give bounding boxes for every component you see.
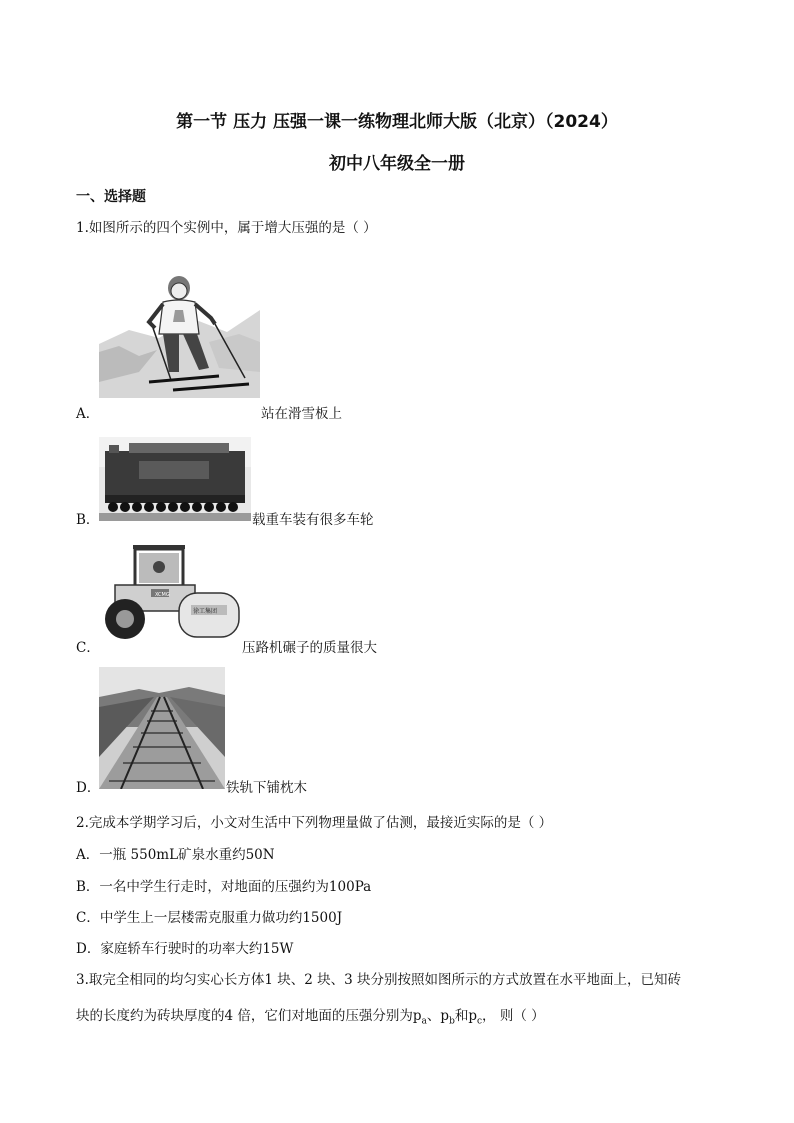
page-subtitle: 初中八年级全一册: [329, 154, 465, 174]
question-2-stem: 2.完成本学期学习后，小文对生活中下列物理量做了估测，最接近实际的是（ ）: [76, 815, 553, 831]
q1-option-a-letter: A．: [76, 406, 100, 422]
q1-option-d-text: 铁轨下铺枕木: [226, 780, 307, 796]
question-3-line-1: 3.取完全相同的均匀实心长方体1 块、2 块、3 块分别按照如图所示的方式放置在水平地面上，已知砖: [76, 972, 682, 988]
q1-option-c-letter: C．: [76, 640, 100, 656]
road-roller-image: [99, 543, 241, 642]
q2-option-a: A．一瓶 550mL矿泉水重约50N: [76, 847, 275, 863]
q1-option-b-letter: B．: [76, 512, 100, 528]
q1-option-c-text: 压路机碾子的质量很大: [242, 640, 377, 656]
page-title: 第一节 压力 压强一课一练物理北师大版（北京）（2024）: [176, 112, 618, 132]
skier-image: [99, 272, 260, 398]
railway-track-image: [99, 667, 225, 789]
question-1-stem: 1.如图所示的四个实例中，属于增大压强的是（ ）: [76, 220, 377, 236]
q1-option-d-letter: D．: [76, 780, 101, 796]
q1-option-a-text: 站在滑雪板上: [261, 406, 342, 422]
heavy-truck-image: [99, 437, 251, 521]
section-heading: 一、选择题: [76, 189, 146, 205]
roller-badge-text: XCMG: [155, 592, 170, 598]
q2-option-b: B．一名中学生行走时，对地面的压强约为100Pa: [76, 879, 372, 895]
question-3-line-2: 块的长度约为砖块厚度的4 倍，它们对地面的压强分别为$p_a$、$p_b$和$p_c$， 则（ ）: [76, 1008, 545, 1027]
q2-option-c: C．中学生上一层楼需克服重力做功约1500J: [76, 910, 343, 926]
q1-option-b-text: 载重车装有很多车轮: [252, 512, 374, 528]
roller-brand-text: 徐工集团: [193, 608, 218, 615]
q2-option-d: D．家庭轿车行驶时的功率大约15W: [76, 941, 294, 957]
